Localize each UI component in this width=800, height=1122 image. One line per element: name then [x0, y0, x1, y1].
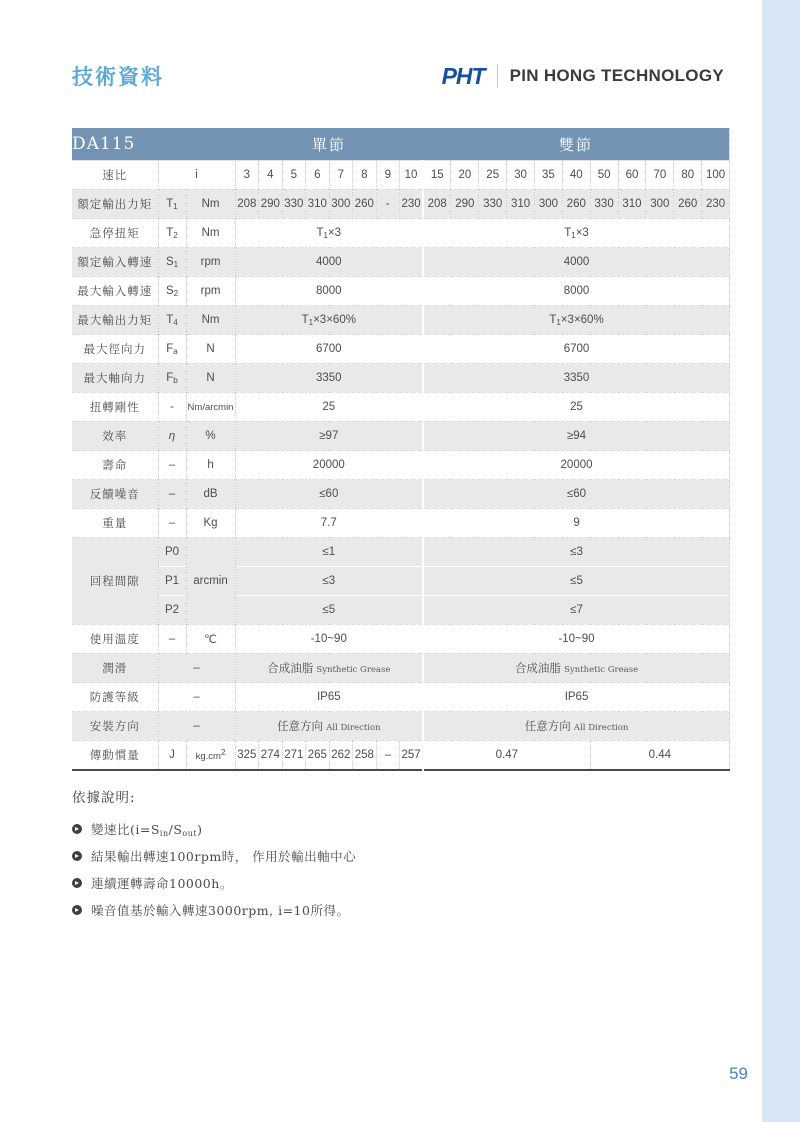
spec-cell: 330 [479, 190, 507, 219]
row-label: 防護等級 [72, 683, 158, 712]
row-label: 速比 [72, 161, 158, 190]
spec-cell: 20 [451, 161, 479, 190]
spec-cell: 325 [235, 741, 259, 771]
notes-title: 依據說明: [72, 790, 136, 806]
spec-cell: 290 [259, 190, 283, 219]
note-text: 變速比$(i=S_{in}/S_{out})$ [91, 822, 203, 838]
spec-cell: rpm [186, 248, 235, 277]
spec-row [72, 364, 730, 393]
spec-cell: – [158, 654, 235, 683]
spec-cell: 310 [306, 190, 330, 219]
arrow-bullet-icon [72, 878, 82, 888]
spec-cell: 80 [674, 161, 702, 190]
spec-row [72, 306, 730, 335]
spec-cell: 35 [534, 161, 562, 190]
spec-cell: 208 [235, 190, 259, 219]
spec-cell: 260 [353, 190, 377, 219]
spec-cell: – [376, 741, 400, 771]
spec-cell: 300 [534, 190, 562, 219]
spec-cell: 271 [282, 741, 306, 771]
spec-cell: $S_2$ [158, 277, 186, 306]
spec-cell: 260 [674, 190, 702, 219]
spec-cell: $S_1$ [158, 248, 186, 277]
spec-cell: 3 [235, 161, 259, 190]
company-logo [442, 63, 724, 90]
spec-cell: ≥94 [423, 422, 729, 451]
spec-cell: ≥97 [235, 422, 423, 451]
row-label: 最大徑向力 [72, 335, 158, 364]
spec-cell: 100 [702, 161, 730, 190]
note-item [72, 820, 632, 838]
spec-cell: -10~90 [423, 625, 729, 654]
spec-cell: 6700 [235, 335, 423, 364]
spec-cell: IP65 [235, 683, 423, 712]
spec-cell: 300 [646, 190, 674, 219]
backlash-subrow [72, 538, 730, 567]
spec-cell: – [158, 683, 235, 712]
spec-cell: Nm [186, 219, 235, 248]
spec-cell: Nm/arcmin [186, 393, 235, 422]
spec-table-container [72, 128, 730, 771]
spec-cell: 4000 [423, 248, 729, 277]
spec-cell: 0.44 [590, 741, 729, 771]
spec-cell: 6 [306, 161, 330, 190]
spec-cell: 310 [507, 190, 535, 219]
spec-table [72, 128, 730, 771]
spec-cell: ≤60 [423, 480, 729, 509]
spec-cell: 274 [259, 741, 283, 771]
row-label: 扭轉剛性 [72, 393, 158, 422]
spec-cell: 265 [306, 741, 330, 771]
spec-cell: P2 [158, 596, 186, 625]
model-cell: DA115 [72, 128, 235, 161]
note-item [72, 847, 632, 865]
row-label: 重量 [72, 509, 158, 538]
row-label: 效率 [72, 422, 158, 451]
spec-cell: 262 [329, 741, 353, 771]
row-label: 反饋噪音 [72, 480, 158, 509]
spec-cell: ≤3 [235, 567, 423, 596]
spec-row [72, 277, 730, 306]
spec-cell: $T_4$ [158, 306, 186, 335]
row-label: 壽命 [72, 451, 158, 480]
spec-row [72, 741, 730, 771]
spec-row [72, 654, 730, 683]
logo-divider [497, 64, 498, 88]
spec-cell: 25 [235, 393, 423, 422]
spec-cell: 5 [282, 161, 306, 190]
spec-cell: 25 [423, 393, 729, 422]
spec-cell: 230 [702, 190, 730, 219]
spec-cell: 260 [562, 190, 590, 219]
page-header [72, 58, 724, 94]
spec-cell: 20000 [235, 451, 423, 480]
spec-cell: 6700 [423, 335, 729, 364]
spec-cell: ≤1 [235, 538, 423, 567]
double-section-header: 雙節 [423, 128, 729, 161]
spec-cell: 4000 [235, 248, 423, 277]
page-title: 技術資料 [72, 64, 164, 89]
spec-cell: – [158, 712, 235, 741]
spec-cell: -10~90 [235, 625, 423, 654]
row-label: 使用溫度 [72, 625, 158, 654]
row-label: 最大軸向力 [72, 364, 158, 393]
spec-cell: $T_1\times 3\times 60\%$ [235, 306, 423, 335]
page-side-strip [762, 0, 800, 1122]
spec-cell: 290 [451, 190, 479, 219]
spec-row [72, 625, 730, 654]
spec-cell: N [186, 335, 235, 364]
spec-cell: 20000 [423, 451, 729, 480]
spec-cell: 310 [618, 190, 646, 219]
row-label: 額定輸入轉速 [72, 248, 158, 277]
spec-cell: 任意方向 All Direction [235, 712, 423, 741]
arrow-bullet-icon [72, 905, 82, 915]
spec-cell: $T_1\times 3$ [235, 219, 423, 248]
spec-cell: 8000 [423, 277, 729, 306]
spec-cell: 60 [618, 161, 646, 190]
spec-cell: 3350 [423, 364, 729, 393]
spec-row [72, 219, 730, 248]
spec-cell: 8 [353, 161, 377, 190]
spec-cell: Nm [186, 306, 235, 335]
spec-cell: 25 [479, 161, 507, 190]
spec-cell: ≤7 [423, 596, 729, 625]
row-label: 急停扭矩 [72, 219, 158, 248]
spec-cell: 4 [259, 161, 283, 190]
row-label: 回程間隙 [72, 538, 158, 625]
logo-abbr: PHT [441, 62, 485, 89]
spec-row [72, 451, 730, 480]
spec-cell: rpm [186, 277, 235, 306]
spec-cell: 任意方向 All Direction [423, 712, 729, 741]
spec-cell: % [186, 422, 235, 451]
spec-cell: - [158, 393, 186, 422]
spec-cell: 30 [507, 161, 535, 190]
spec-cell: ≤60 [235, 480, 423, 509]
spec-row [72, 248, 730, 277]
arrow-bullet-icon [72, 851, 82, 861]
spec-cell: 9 [376, 161, 400, 190]
spec-row [72, 393, 730, 422]
spec-cell: Nm [186, 190, 235, 219]
spec-row [72, 509, 730, 538]
spec-cell: 300 [329, 190, 353, 219]
spec-cell: 70 [646, 161, 674, 190]
spec-cell: 15 [423, 161, 451, 190]
spec-cell: 合成油脂 Synthetic Grease [235, 654, 423, 683]
single-section-header: 單節 [235, 128, 423, 161]
note-item [72, 901, 632, 919]
spec-row [72, 335, 730, 364]
spec-cell: ℃ [186, 625, 235, 654]
spec-cell: ≤5 [423, 567, 729, 596]
row-label: 傳動慣量 [72, 741, 158, 771]
spec-cell: Kg [186, 509, 235, 538]
spec-cell: – [158, 625, 186, 654]
spec-cell: $T_2$ [158, 219, 186, 248]
logo-company-name: PIN HONG TECHNOLOGY [509, 66, 724, 85]
spec-cell: 50 [590, 161, 618, 190]
spec-row [72, 422, 730, 451]
spec-row [72, 480, 730, 509]
spec-cell: 9 [423, 509, 729, 538]
spec-cell: 3350 [235, 364, 423, 393]
spec-cell: ≤5 [235, 596, 423, 625]
backlash-subrow [72, 567, 730, 596]
arrow-bullet-icon [72, 824, 82, 834]
note-text: 結果輸出轉速100rpm時， 作用於輸出軸中心 [91, 849, 357, 864]
spec-cell: $T_1\times 3\times 60\%$ [423, 306, 729, 335]
spec-cell: 258 [353, 741, 377, 771]
spec-row [72, 190, 730, 219]
spec-cell: $T_1\times 3$ [423, 219, 729, 248]
spec-cell: h [186, 451, 235, 480]
spec-cell: 7 [329, 161, 353, 190]
table-header-row [72, 128, 730, 161]
spec-cell: $kg.cm^2$ [186, 741, 235, 771]
spec-cell: P1 [158, 567, 186, 596]
row-label: 額定輸出力矩 [72, 190, 158, 219]
spec-cell: 合成油脂 Synthetic Grease [423, 654, 729, 683]
backlash-subrow [72, 596, 730, 625]
spec-cell: 10 [400, 161, 424, 190]
spec-cell: 0.47 [423, 741, 590, 771]
spec-cell: 330 [590, 190, 618, 219]
ratio-row [72, 161, 730, 190]
notes-list [72, 820, 632, 919]
spec-cell: $T_1$ [158, 190, 186, 219]
spec-cell: 7.7 [235, 509, 423, 538]
spec-cell: – [158, 509, 186, 538]
spec-cell: - [376, 190, 400, 219]
page-number: 59 [729, 1064, 748, 1083]
spec-cell: arcmin [186, 538, 235, 625]
spec-cell: 8000 [235, 277, 423, 306]
spec-cell: 257 [400, 741, 424, 771]
spec-cell: 40 [562, 161, 590, 190]
spec-cell: IP65 [423, 683, 729, 712]
spec-cell: J [158, 741, 186, 771]
spec-cell: 230 [400, 190, 424, 219]
spec-cell: N [186, 364, 235, 393]
spec-cell: η [158, 422, 186, 451]
spec-cell: – [158, 480, 186, 509]
row-label: 安裝方向 [72, 712, 158, 741]
row-label: 潤滑 [72, 654, 158, 683]
spec-cell: – [158, 451, 186, 480]
spec-cell: 208 [423, 190, 451, 219]
spec-cell: i [158, 161, 235, 190]
spec-row [72, 712, 730, 741]
spec-cell: ≤3 [423, 538, 729, 567]
note-item [72, 874, 632, 892]
note-text: 連續運轉壽命10000h。 [91, 876, 233, 891]
spec-cell: $F_b$ [158, 364, 186, 393]
note-text: 噪音值基於輸入轉速3000rpm, i=10所得。 [91, 903, 350, 918]
notes-section [72, 786, 632, 928]
spec-cell: 330 [282, 190, 306, 219]
spec-cell: P0 [158, 538, 186, 567]
row-label: 最大輸入轉速 [72, 277, 158, 306]
row-label: 最大輸出力矩 [72, 306, 158, 335]
spec-row [72, 683, 730, 712]
spec-cell: $F_a$ [158, 335, 186, 364]
spec-cell: dB [186, 480, 235, 509]
